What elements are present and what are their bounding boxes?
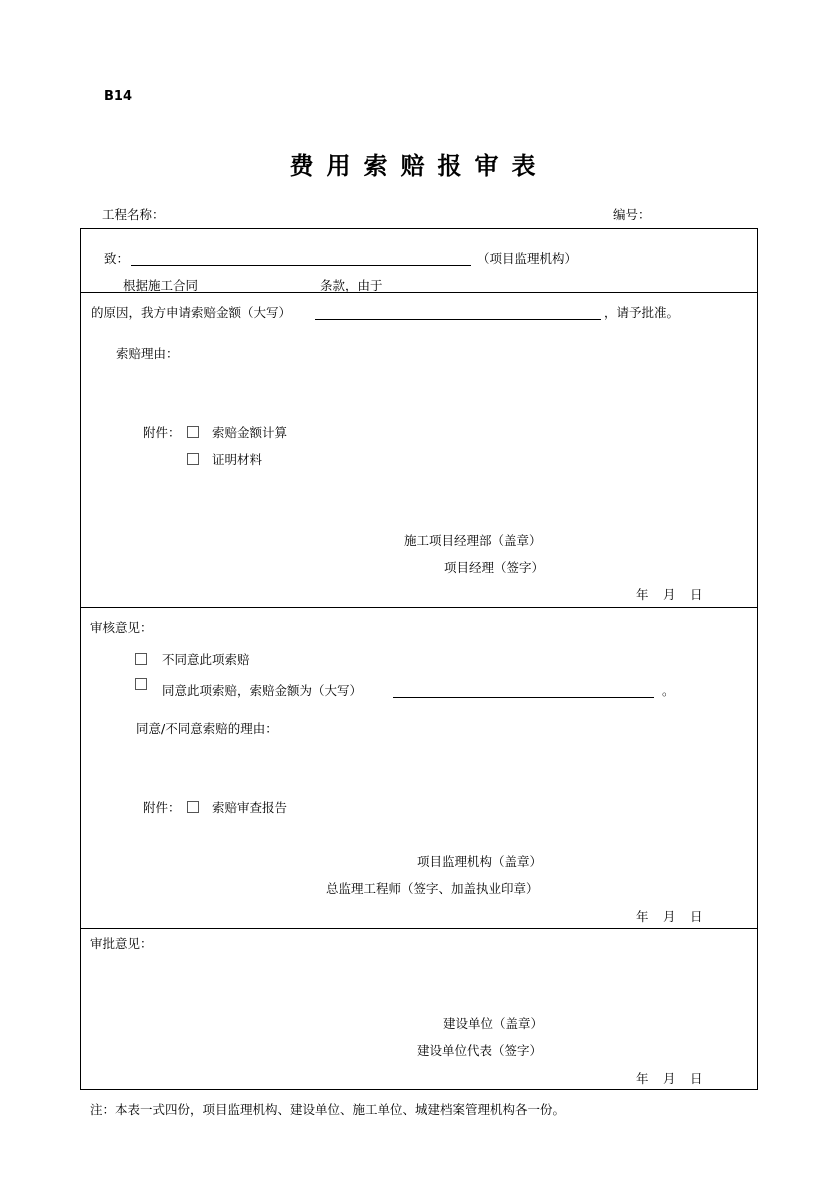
date-month: 月 — [663, 909, 676, 924]
attachment-proof-label: 证明材料 — [212, 452, 263, 467]
to-recipient-field[interactable] — [131, 265, 471, 266]
number-label: 编号： — [613, 207, 651, 222]
review-reason-title: 同意/不同意索赔的理由： — [136, 721, 278, 736]
project-manager-sign-label: 项目经理（签字） — [444, 560, 545, 575]
date-month: 月 — [663, 1071, 676, 1086]
contractor-seal-label: 施工项目经理部（盖章） — [404, 533, 542, 548]
approved-amount-field[interactable] — [393, 697, 654, 698]
attachment-proof-checkbox[interactable] — [187, 453, 199, 465]
disagree-label: 不同意此项索赔 — [162, 652, 250, 667]
supervisor-seal-label: 项目监理机构（盖章） — [417, 854, 543, 869]
form-code: B14 — [104, 89, 132, 104]
review-report-label: 索赔审查报告 — [212, 800, 288, 815]
agree-label: 同意此项索赔，索赔金额为（大写） — [162, 683, 363, 698]
to-label: 致： — [104, 251, 130, 266]
date-day: 日 — [690, 909, 703, 924]
disagree-checkbox[interactable] — [135, 653, 147, 665]
clause-label: 条款，由于 — [320, 278, 383, 293]
agree-checkbox[interactable] — [135, 678, 147, 690]
review-title: 审核意见： — [90, 620, 153, 635]
page-title: 费用索赔报审表 — [289, 151, 549, 180]
review-attachment-label: 附件： — [143, 800, 181, 815]
claim-amount-field[interactable] — [315, 319, 601, 320]
attachment-calc-label: 索赔金额计算 — [212, 425, 288, 440]
cause-field[interactable] — [392, 292, 758, 293]
owner-seal-label: 建设单位（盖章） — [443, 1016, 544, 1031]
claim-reason-title: 索赔理由： — [116, 346, 179, 361]
reason-label: 的原因，我方申请索赔金额（大写） — [91, 305, 292, 320]
project-name-label: 工程名称： — [102, 207, 165, 222]
date-day: 日 — [690, 587, 703, 602]
footer-note: 注：本表一式四份，项目监理机构、建设单位、施工单位、城建档案管理机构各一份。 — [90, 1102, 566, 1117]
basis-label: 根据施工合同 — [123, 278, 199, 293]
approval-title: 审批意见： — [90, 936, 153, 951]
attachment-label: 附件： — [143, 425, 181, 440]
owner-rep-sign-label: 建设单位代表（签字） — [417, 1043, 543, 1058]
date-day: 日 — [690, 1071, 703, 1086]
section-divider — [80, 928, 758, 929]
to-suffix: （项目监理机构） — [477, 251, 578, 266]
attachment-calc-checkbox[interactable] — [187, 426, 199, 438]
date-month: 月 — [663, 587, 676, 602]
approve-suffix: ，请予批准。 — [604, 305, 680, 320]
date-year: 年 — [636, 909, 649, 924]
chief-engineer-sign-label: 总监理工程师（签字、加盖执业印章） — [326, 881, 539, 896]
review-report-checkbox[interactable] — [187, 801, 199, 813]
date-year: 年 — [636, 587, 649, 602]
section-divider — [80, 607, 758, 608]
agree-end-mark: 。 — [662, 683, 675, 698]
date-year: 年 — [636, 1071, 649, 1086]
clause-field[interactable] — [209, 292, 313, 293]
